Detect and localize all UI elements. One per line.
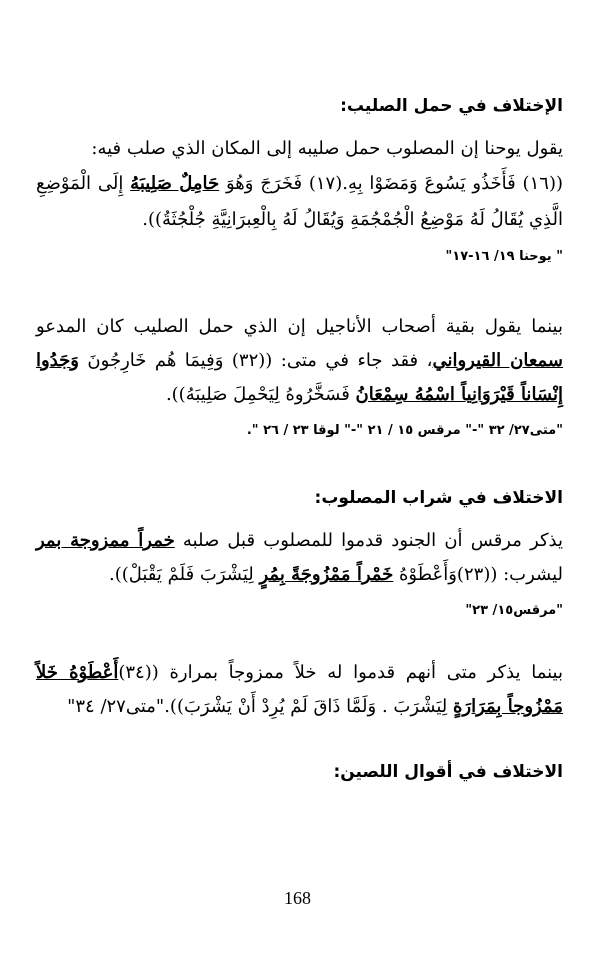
paragraph-john-intro: يقول يوحنا إن المصلوب حمل صليبه إلى المكان الذي صلب فيه: — [91, 138, 563, 159]
mark-drink-underlined-1: خمراً ممزوجة بمر — [36, 530, 175, 551]
page-number: 168 — [284, 888, 311, 908]
section-heading-cross-carrying: الإختلاف في حمل الصليب: — [340, 96, 563, 116]
section-heading-thieves: الاختلاف في أقوال اللصين: — [333, 762, 563, 782]
quote-john-underlined: حَامِلٌ صَلِيبَهُ — [130, 173, 220, 194]
mark-drink-part-b: ليشرب: ((٢٣)وَأَعْطَوْهُ — [393, 564, 563, 585]
paragraph-mark-drink — [36, 524, 563, 592]
reference-john: " يوحنا ١٩/ ١٦-١٧" — [445, 249, 563, 264]
name-simon-underlined: سمعان القيرواني — [432, 350, 563, 371]
quote-john-part-a: ((١٦) فَأَخَذُو يَسُوعَ وَمَضَوْا بِهِ.(١٧) فَخَرَجَ وَهُوَ — [219, 173, 563, 194]
matthew-drink-part-a: بينما يذكر متى أنهم قدموا له خلاً ممزوجاً بمرارة ((٣٤) — [118, 662, 563, 683]
matthew-drink-underlined: أَعْطَوْهُ خَلاً مَمْزُوجاً بِمَرَارَةٍ — [36, 662, 563, 717]
quote-john — [36, 166, 563, 238]
section-heading-drink: الاختلاف في شراب المصلوب: — [314, 488, 563, 508]
mark-drink-part-c: لِيَشْرَبَ فَلَمْ يَقْبَلْ)). — [108, 564, 260, 585]
matthew-drink-part-b: لِيَشْرَبَ . وَلَمَّا ذَاقَ لَمْ يُرِدْ أَنْ يَشْرَبَ))."متى٢٧/ ٣٤" — [67, 696, 453, 717]
mark-drink-part-a: يذكر مرقس أن الجنود قدموا للمصلوب قبل صلبه — [174, 530, 564, 551]
quote-john-part-b: إِلَى الْمَوْضِعِ الَّذِي يُقَالُ لَهُ مَوْضِعُ الْجُمْجُمَةِ وَيُقَالُ لَهُ بِالْعِبرَانِيَّةِ جُلْجُثَةُ)). — [36, 173, 563, 230]
page-content — [36, 92, 563, 798]
other-gospels-part-b: ، فقد جاء في متى: ((٣٢) وَفِيمَا هُم خَارِجُونَ — [78, 350, 433, 371]
reference-mark: "مرقس١٥/ ٢٣" — [465, 603, 563, 618]
quote-matthew-underlined: وَجَدُوا إِنْسَاناً قَيْرَوَانِياً اسْمُهُ سِمْعَانُ — [36, 350, 563, 405]
reference-gospels: "متى٢٧/ ٣٢ "-" مرقس ١٥ / ٢١ "-" لوقا ٢٣ / ٢٦ ". — [246, 423, 563, 438]
paragraph-other-gospels — [36, 310, 563, 412]
other-gospels-part-a: بينما يقول بقية أصحاب الأناجيل إن الذي حمل الصليب كان المدعو — [36, 316, 563, 337]
paragraph-matthew-drink — [36, 656, 563, 724]
quote-matthew-part-c: فَسَخَّرُوهُ لِيَحْمِلَ صَلِيبَهُ)). — [165, 384, 356, 405]
mark-drink-underlined-2: خَمْراً مَمْزُوجَةً بِمُرٍ — [259, 564, 394, 585]
